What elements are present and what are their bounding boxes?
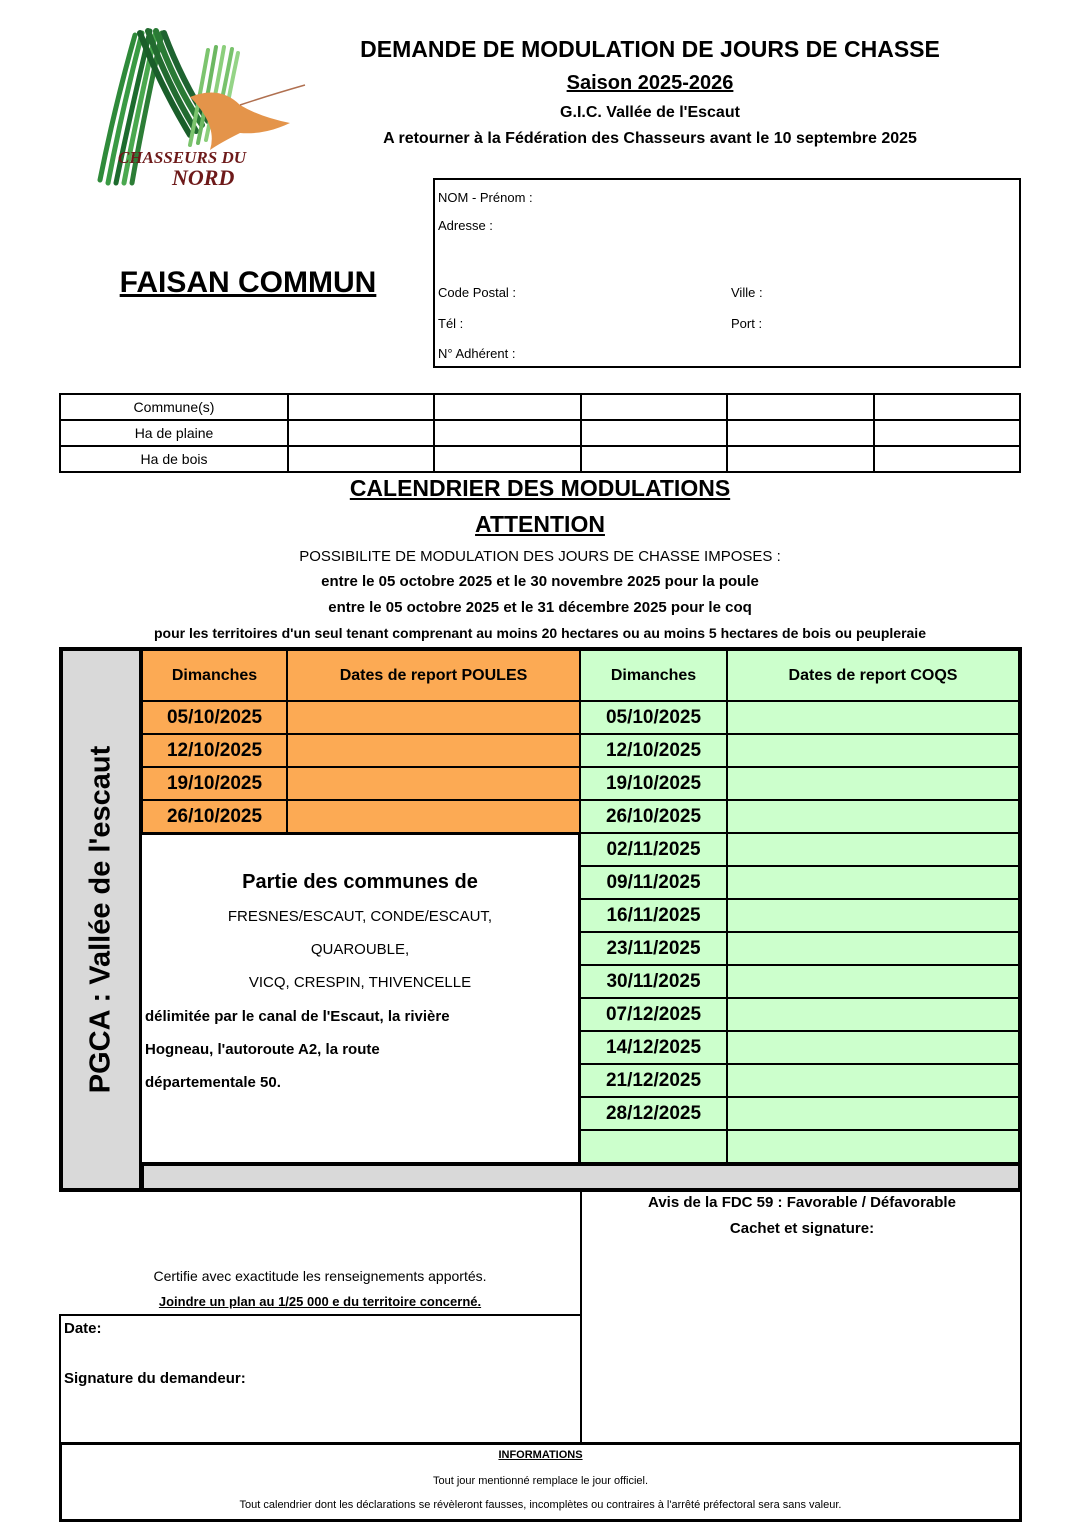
return-deadline-notice: A retourner à la Fédération des Chasseurs avant le 10 septembre 2025 <box>383 130 917 147</box>
coq-sunday-date: 21/12/2025 <box>579 1063 728 1098</box>
poules-dimanches-header: Dimanches <box>141 649 288 702</box>
document-title: DEMANDE DE MODULATION DE JOURS DE CHASSE <box>360 36 940 62</box>
table-cell[interactable] <box>727 394 873 420</box>
coq-report-date-input[interactable] <box>726 997 1020 1032</box>
coq-sunday-date: 09/11/2025 <box>579 865 728 900</box>
table-cell[interactable] <box>874 446 1020 472</box>
calendar-bottom-strip <box>142 1162 1022 1192</box>
coq-report-date-input[interactable] <box>726 898 1020 933</box>
table-cell[interactable] <box>434 420 580 446</box>
coq-sunday-date: 05/10/2025 <box>579 700 728 735</box>
zone-communes-line3: VICQ, CRESPIN, THIVENCELLE <box>248 974 472 991</box>
poule-report-date-input[interactable] <box>286 733 581 768</box>
poule-sunday-date: 12/10/2025 <box>141 733 288 768</box>
applicant-signature-box <box>59 1314 582 1444</box>
city-field[interactable]: Ville : <box>731 285 763 300</box>
coq-report-date-input[interactable] <box>726 964 1020 999</box>
phone-field[interactable]: Tél : <box>438 316 464 331</box>
coq-sunday-date: 07/12/2025 <box>579 997 728 1032</box>
chasseurs-du-nord-logo <box>90 25 320 190</box>
attach-plan-notice: Joindre un plan au 1/25 000 e du territoire concerné. <box>158 1294 482 1309</box>
coq-report-date-input[interactable] <box>726 733 1020 768</box>
species-title: FAISAN COMMUN <box>119 266 377 299</box>
svg-text:CHASSEURS DU: CHASSEURS DU <box>118 148 247 167</box>
certification-text: Certifie avec exactitude les renseignements apportés. <box>153 1268 487 1284</box>
table-cell[interactable] <box>288 420 434 446</box>
row-label: Ha de plaine <box>60 420 288 446</box>
poule-sunday-date: 05/10/2025 <box>141 700 288 735</box>
coq-sunday-date: 26/10/2025 <box>579 799 728 834</box>
calendar-title: CALENDRIER DES MODULATIONS <box>349 475 731 501</box>
poule-date-range: entre le 05 octobre 2025 et le 30 novembre 2025 pour la poule <box>321 573 759 590</box>
pgca-side-label: PGCA : Vallée de l'escaut <box>84 745 116 1094</box>
poule-sunday-date: 19/10/2025 <box>141 766 288 801</box>
row-label: Commune(s) <box>60 394 288 420</box>
information-line2: Tout calendrier dont les déclarations se révèleront fausses, incomplètes ou contraires à l'arrêté préfectoral sera sans valeur. <box>239 1499 842 1511</box>
season-label: Saison 2025-2026 <box>566 72 734 94</box>
attention-heading: ATTENTION <box>475 511 605 537</box>
coq-sunday-date: 16/11/2025 <box>579 898 728 933</box>
mobile-field[interactable]: Port : <box>731 316 763 331</box>
name-field[interactable]: NOM - Prénom : <box>438 190 533 205</box>
coq-report-date-input[interactable] <box>726 1030 1020 1065</box>
zone-boundary-line2: Hogneau, l'autoroute A2, la route <box>145 1041 380 1058</box>
coq-sunday-date: 12/10/2025 <box>579 733 728 768</box>
territory-condition: pour les territoires d'un seul tenant comprenant au moins 20 hectares ou au moins 5 hectares de bois ou peupleraie <box>154 625 926 641</box>
zone-description <box>142 832 581 1164</box>
poule-report-date-input[interactable] <box>286 799 581 834</box>
table-cell[interactable] <box>874 420 1020 446</box>
coq-sunday-date: 23/11/2025 <box>579 931 728 966</box>
table-row <box>60 446 1020 472</box>
modulation-possibility-text: POSSIBILITE DE MODULATION DES JOURS DE CHASSE IMPOSES : <box>299 548 781 565</box>
stamp-signature-label: Cachet et signature: <box>729 1220 875 1237</box>
information-line1: Tout jour mentionné remplace le jour officiel. <box>432 1475 649 1487</box>
poules-report-header: Dates de report POULES <box>286 649 581 702</box>
fdc-opinion-box <box>580 1190 1022 1444</box>
applicant-identity-box <box>433 178 1021 368</box>
logo-graphic-icon <box>90 25 320 190</box>
table-cell[interactable] <box>434 394 580 420</box>
table-row <box>60 420 1020 446</box>
row-label: Ha de bois <box>60 446 288 472</box>
table-cell[interactable] <box>581 394 727 420</box>
coq-report-date-input[interactable] <box>726 766 1020 801</box>
zone-boundary-line1: délimitée par le canal de l'Escaut, la rivière <box>145 1008 450 1025</box>
poule-sunday-date: 26/10/2025 <box>141 799 288 834</box>
table-cell[interactable] <box>874 394 1020 420</box>
poule-report-date-input[interactable] <box>286 766 581 801</box>
svg-text:NORD: NORD <box>172 165 235 190</box>
coq-sunday-date: 02/11/2025 <box>579 832 728 867</box>
coq-sunday-date-empty <box>579 1129 728 1164</box>
information-title: INFORMATIONS <box>498 1449 583 1461</box>
poule-report-date-input[interactable] <box>286 700 581 735</box>
coq-report-date-input[interactable] <box>726 1063 1020 1098</box>
zone-boundary-line3: départementale 50. <box>145 1074 281 1091</box>
coq-report-date-input[interactable] <box>726 799 1020 834</box>
coq-report-date-input[interactable] <box>726 832 1020 867</box>
table-cell[interactable] <box>288 394 434 420</box>
coqs-dimanches-header: Dimanches <box>579 649 728 702</box>
commune-table <box>59 393 1021 473</box>
table-row <box>60 394 1020 420</box>
zone-communes-line1: FRESNES/ESCAUT, CONDE/ESCAUT, <box>227 908 493 925</box>
coq-sunday-date: 19/10/2025 <box>579 766 728 801</box>
coq-report-date-input[interactable] <box>726 1096 1020 1131</box>
coq-sunday-date: 14/12/2025 <box>579 1030 728 1065</box>
table-cell[interactable] <box>581 420 727 446</box>
address-field[interactable]: Adresse : <box>438 218 493 233</box>
date-field[interactable]: Date: <box>64 1320 102 1337</box>
coq-report-date-input[interactable] <box>726 865 1020 900</box>
table-cell[interactable] <box>288 446 434 472</box>
zone-heading: Partie des communes de <box>242 871 478 893</box>
coqs-report-header: Dates de report COQS <box>726 649 1020 702</box>
member-number-field[interactable]: N° Adhérent : <box>438 346 516 361</box>
coq-sunday-date: 30/11/2025 <box>579 964 728 999</box>
coq-report-date-input[interactable] <box>726 1129 1020 1164</box>
table-cell[interactable] <box>727 420 873 446</box>
coq-sunday-date: 28/12/2025 <box>579 1096 728 1131</box>
information-box <box>59 1442 1022 1522</box>
coq-report-date-input[interactable] <box>726 700 1020 735</box>
fdc-opinion-label: Avis de la FDC 59 : Favorable / Défavorable <box>648 1194 956 1211</box>
zone-communes-line2: QUAROUBLE, <box>310 941 410 958</box>
coq-date-range: entre le 05 octobre 2025 et le 31 décembre 2025 pour le coq <box>328 599 752 616</box>
coq-report-date-input[interactable] <box>726 931 1020 966</box>
table-cell[interactable] <box>581 446 727 472</box>
table-cell[interactable] <box>434 446 580 472</box>
postal-code-field[interactable]: Code Postal : <box>438 285 517 300</box>
gic-label: G.I.C. Vallée de l'Escaut <box>560 104 740 121</box>
table-cell[interactable] <box>727 446 873 472</box>
applicant-signature-field[interactable]: Signature du demandeur: <box>64 1370 246 1387</box>
